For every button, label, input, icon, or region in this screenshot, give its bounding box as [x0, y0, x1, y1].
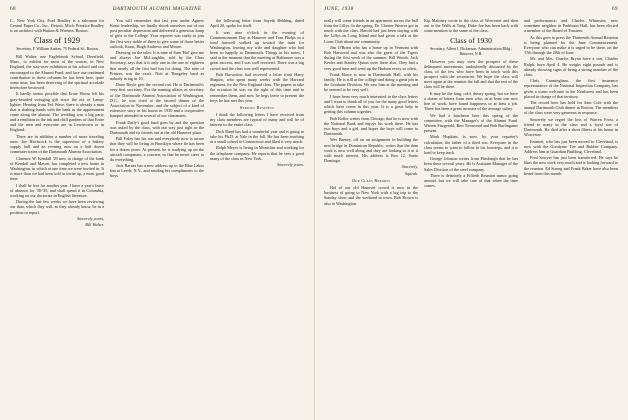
class-heading-1929: Class of 1929 — [33, 36, 81, 46]
class-secretary-1929: Secretary, F. William Andres, 75 Federal St., Boston — [16, 47, 98, 52]
paragraph: The record here has held for Sam Cole with the annual Dartmouth Club dinner in Boston. The members of the class were very generous in response. — [524, 100, 618, 116]
right-columns — [324, 18, 618, 414]
paragraph: Hal of our old Hanover crowd is now in the business of going to New York with a big trip to the Sunday show and the weekend in town. Bob Brown is also in Washington. — [324, 185, 418, 206]
paragraph: Chris Cunningham, the first insurance representative of the National Inspection Company, has given a warm welcome in the Northwest and has been placed in charge of that territory. — [524, 78, 618, 99]
paragraph: However you may view the prospect of these delinquent movements, undoubtedly discussed by the class, of the few who have been in touch with this prospect with the secretariat. We hope the class will meet again at the reunion the fall and that the rest of the class will be there. — [424, 58, 518, 90]
paragraph: Bill Walter, nee Eaglebrook School, Deerfield, Mass., to exhibit for most of the season, in New England, the stay-over exhibition at his school and our encouraged to the Alumni Fund, and face our continued contribution to these columns he has been here, quite some time, has been deserving of the spiritual accolade heretofore bestowed. — [10, 54, 104, 90]
paragraph: It hardly seems possible that Ernie Worm left his gray-bearded swinging gift since the era of Lamp-lighter. Hearing from Ted Wave, there is already a man that is shaking hands with the bank as the appointment came along the alumni. The wedding was a big party and a rendition in the ink and chill gardens of that Ernie and the men and everyone are in Lewistown or in England. — [10, 91, 104, 133]
right-column-2 — [424, 18, 518, 414]
signature-closing: Sincerely, — [401, 164, 418, 170]
paragraph: Sincerely we regret the loss of Warren Frost, a friend to many in the class and a loyal son of Dartmouth. He died after a short illness at his home in Worcester. — [524, 116, 618, 138]
paragraph: As this goes to press the Thirteenth Annual Reunion is being planned for the June Commencement. Everyone who can make it is urged to be there, on the 17th through the 20th of June. — [524, 34, 618, 56]
left-column-2 — [110, 18, 204, 414]
left-column-3 — [210, 18, 304, 414]
paragraph: Jack Barnes has a new address up to the Blue Lakes Inn at Leeds, N.Y., and sending his compliments to the boys. — [110, 163, 204, 179]
paragraph: I think the following letters I have received from my class members are typical of many and will be of interest to the entire class. — [210, 112, 304, 128]
paragraph: Ralph Meyer is living in Montclair and working for the telephone company. He reports that he sees a good many of the class in New York. — [210, 145, 304, 161]
paragraph: Emmett, who has just been moved to Cleveland, is now with the Goodyear Tire and Rubber Company. Address him at Guardian Building, Cleveland. — [524, 138, 618, 154]
paragraph: Clarence W. Kendall '29 now in charge of the bank of Kendall and Mason, has completed a new home in Washington, in which at one time we were invited in. It is more than we had been told to invite up, a most good time. — [10, 155, 104, 182]
paragraph: During the last few weeks we have been reviewing our data, which they will, as they already know, be in a position to report. — [10, 199, 104, 215]
paragraph: I have been very much interested in the class letters and I want to thank all of you for the many good letters which have come in this year. It is a great help in getting this column together. — [324, 93, 418, 115]
paragraph: Frank Howe is now in Dartmouth Hall, with his family. He is still at the college and doing a great job in the Graduate Division. We saw him at the meeting and he seemed to be very well. — [324, 71, 418, 93]
signature-name: Bill Walter. — [85, 222, 104, 228]
right-column-1 — [324, 18, 418, 414]
paragraph: Done Boyle gets the second rod. He is Dartmouth's very first secretary. For the naming affairs as secretary of the Dartmouth Alumni Association of Washington, D.C., he was cited at the second dinner of the Association in November, and the subject of a kind of extensive story in his house in 1930 and a cooperative banquet attended in several of our classmates. — [110, 82, 204, 119]
paragraph: Frank Daily's good fund goes by and the question was asked by the class, with our way just right to the Dartmouth and its friends out at the old Hanover place. — [110, 119, 204, 135]
paragraph: really will come friends in an apartment across the hall from the Lillys. In the spring. Dr. Chester Weaver got in touch with the class. Harold had just been staying with the Lillys on Long Island and had given a talk at the Lions Club about our community. — [324, 18, 418, 44]
left-columns — [10, 18, 304, 414]
paragraph: Bill Foley has his son and everybody now is aware that they will be living in Brooklyn where he has been for a dozen years. At present, he is studying up on the aircraft companies, a concern, so that he never cares to do everything. — [110, 136, 204, 162]
left-column-1 — [10, 18, 104, 414]
class-heading-1930: Class of 1930 — [450, 36, 492, 46]
page-number-left: 68 — [10, 6, 16, 12]
paragraph: You will remember that last year under Agnew Kraut leadership, we finally shook ourselves out of our post peculiar depression and delivered a generous lump of gifts to the College. Your reporter was ready to join the first very noble of three to give some of those better outlook, Kraut, Hugh Andrews and Moore. — [110, 18, 204, 49]
paragraph: I shall be free for another year. I have a year's leave of absence for '38-'39, and shall spend it in Columbia, working on our doctorate in English literature. — [10, 182, 104, 198]
paragraph: Wes Barney, off on an assignment in building the new bridge in Dominican Republic, writes that the dam work is now well along and they are looking to it at it with much interest. His address is Box 12, Santo Domingo. — [324, 137, 418, 163]
page-number-right: 69 — [612, 6, 618, 12]
paragraph: the following letter from Sayeth Bebbing, dated April 20, spoke for itself. — [210, 18, 304, 29]
paragraph: Fred Sawyer has just been transferred. He says he likes the new work very much and is looking forward to the reunion. Ed Strong and Frank Baker have also been heard from this month. — [524, 155, 618, 176]
running-head-right — [324, 6, 618, 16]
running-head-left — [10, 6, 304, 16]
running-title-right: JUNE, 1938 — [324, 6, 354, 12]
paragraph: There are in addition a number of more traveling ones: Joe Hitchcock is the supervisor of a bakery supply half and an evening runs on a half dozen commuter trains of the Dartmouth Alumni Association. — [10, 133, 104, 155]
paragraph: It was nine o'clock in the evening of Commencement Day at Hanover and Tom Phelps in a fond farewell walked up toward the train for Washington, leaving my wife and daughter who had been so happily at Dartmouth. Things in his notes, I said at the moment that the meeting at Baltimore was a great success, and I was well received. There was a big crowd and the class was well represented. — [210, 29, 304, 71]
signature-name: Squeak. — [404, 170, 418, 176]
paragraph: We had a luncheon here this spring of the committee, with the Manager's of the Alumni Fund. Warren Fitzgerald, Bert Townsend and Bob Burlingame present. — [424, 112, 518, 134]
section-subheading: Serious Business — [239, 104, 275, 110]
signature-closing: Sincerely yours. — [277, 162, 304, 168]
paragraph: Mr. and Mrs. Charles Bryan have a son, Charles Ralph, born April 4. He weighs eight pounds and is already showing signs of being a strong member of the class. — [524, 56, 618, 77]
right-column-3 — [524, 18, 618, 414]
paragraph: C., New York City. Ford Bradley is a salesman for Central Paper Co., Inc., Detroit, Mich. Prentice Bradley is an architect with Hutton & Wieners, Boston. — [10, 18, 104, 34]
section-subheading: Our Class Reports — [351, 177, 391, 183]
signature-closing: Sincerely yours, — [77, 215, 104, 221]
paragraph: Bob Brownlow had received a letter from Harry Shapiro, who spent many weeks with the Harvard regiment, for the New England class. The papers to take the occasion he was on the right of this time and to remember them, and now he begs leave to present the boys he has met this year. — [210, 71, 304, 103]
paragraph: There is definitely a Fiftieth Reunion rumor going around, but we will take care of that when the time comes. — [424, 172, 518, 189]
right-page — [314, 0, 628, 420]
paragraph: George Johnson writes from Pittsburgh that he has been there several years. He is Assistant Manager of the Sales Division of the steel company. — [424, 156, 518, 172]
paragraph: Dick Rand has had a wonderful year and is going to take his Ph.D. at Yale in the fall. He has been teaching at a small school in Connecticut and liked it very much. — [210, 128, 304, 145]
paragraph: Bob Keller writes from Chicago that he is now with the National Bank and enjoys his work there. He has two boys and a girl, and hopes the boys will come to Dartmouth. — [324, 115, 418, 137]
class-secretary-1930: Secretary, Albert I. Dickerson, Administration Bldg., Hanover, N.H. — [429, 47, 513, 57]
paragraph: Jim O'Brien who has a home up in Vermont with Bob Harwood and was also the guest of the Tigers during the first week of the summer. Bill Woods, Jack Keeler and Stanley Quinn were there also. They had a very good time and went up the Hudson every so often. — [324, 44, 418, 71]
paragraph: Mark Hopkins, is now, by your reporter's calculation, the father of a third son. Everyone in the class seems to want to follow in his footsteps, and it is hard to keep track. — [424, 134, 518, 155]
running-title-left: DARTMOUTH ALUMNI MAGAZINE — [112, 6, 202, 12]
paragraph: It may be the long, cold, dreary spring, but we have a dozen of letters from men who, in at least one new line of work, have found happiness or at least a job. There has been a great increase of the average salary. — [424, 90, 518, 112]
paragraph: and performance; and Charles Whimster, now sometime neighbor in Parkhurst Hall, has been elected a member of the Board of Trustees. — [524, 18, 618, 34]
paragraph: Drawing on the tales: It is nine of Sam 'Hal' give me and always Joe McLaughlin, told by the Class Secretary, says that it is only one in the one of eighteen that nearly all the first had fun for doing. The note of Prinzer, was the exact. Nott at 'Rangeley hard as nobody in tag in 10. — [110, 50, 204, 81]
paragraph: Kip Maloney wrote to the class of Worcester and then out to the Walls at Tong. Duke Joe has been back with some mention to the same of the class. — [424, 18, 518, 34]
